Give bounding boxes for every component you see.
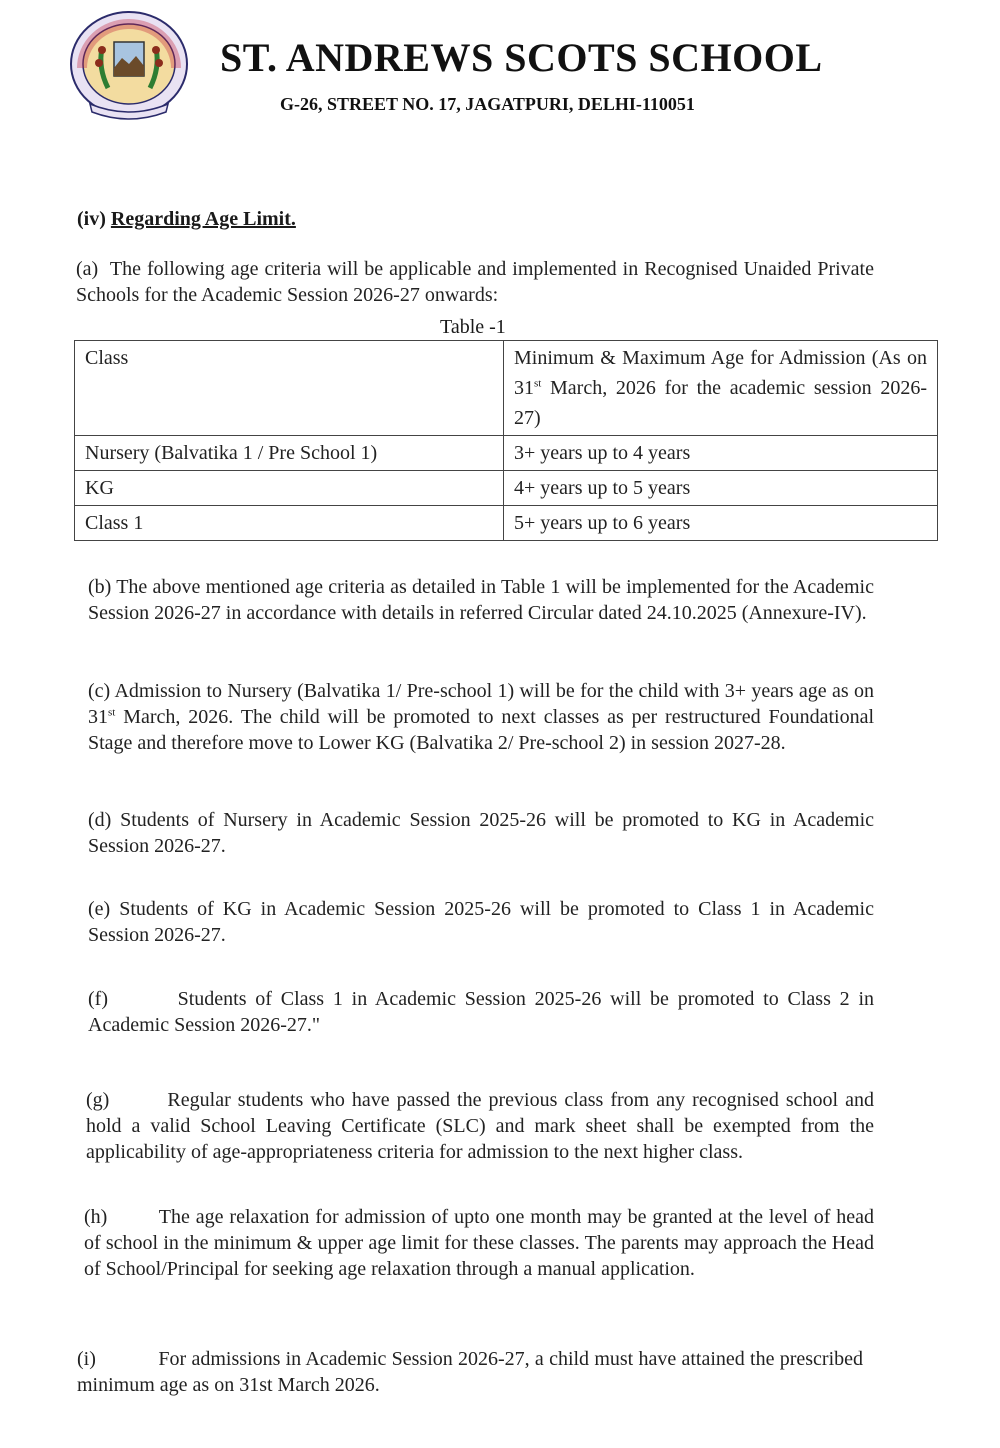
paragraph-text: Regular students who have passed the previous class from any recognised school and hold a valid School Leaving Certificate (SLC) and mark sheet shall be exempted from the applicability of age-appropriateness criteria for admission to the next higher class. bbox=[86, 1089, 874, 1163]
table-row bbox=[75, 436, 938, 471]
paragraph-label: (d) bbox=[88, 809, 112, 831]
cell-class: KG bbox=[75, 471, 504, 506]
paragraph-label: (b) bbox=[88, 576, 112, 598]
paragraph-b bbox=[88, 574, 874, 626]
school-crest-icon bbox=[68, 8, 190, 126]
paragraph-label: (h) bbox=[84, 1206, 108, 1228]
paragraph-text: Students of Class 1 in Academic Session 2025-26 will be promoted to Class 2 in Academic Session 2026-27." bbox=[88, 988, 874, 1036]
paragraph-h bbox=[84, 1204, 874, 1282]
cell-class: Class 1 bbox=[75, 506, 504, 541]
paragraph-a bbox=[76, 256, 874, 308]
table-row bbox=[75, 506, 938, 541]
section-number: (iv) bbox=[77, 208, 106, 230]
paragraph-text: The age relaxation for admission of upto one month may be granted at the level of head of school in the minimum & upper age limit for these classes. The parents may approach the Head of School/Principal for seeking age relaxation through a manual application. bbox=[84, 1206, 875, 1280]
header-class: Class bbox=[75, 341, 504, 436]
section-title: Regarding Age Limit. bbox=[110, 208, 296, 230]
table-header-row bbox=[75, 341, 938, 436]
table-row bbox=[75, 471, 938, 506]
header-age bbox=[504, 341, 938, 436]
cell-age: 3+ years up to 4 years bbox=[504, 436, 938, 471]
paragraph-label: (f) bbox=[88, 988, 108, 1010]
paragraph-d bbox=[88, 807, 874, 859]
table-caption: Table -1 bbox=[440, 316, 506, 338]
paragraph-label: (e) bbox=[88, 898, 111, 920]
school-name: ST. ANDREWS SCOTS SCHOOL bbox=[220, 35, 823, 80]
paragraph-label: (a) bbox=[76, 258, 99, 280]
paragraph-text: Students of KG in Academic Session 2025-26 will be promoted to Class 1 in Academic Session 2026-27. bbox=[88, 898, 874, 946]
paragraph-c bbox=[88, 678, 874, 756]
paragraph-f bbox=[88, 986, 874, 1038]
paragraph-text: Admission to Nursery (Balvatika 1/ Pre-school 1) will be for the child with 3+ years age as on 31 bbox=[88, 680, 874, 728]
paragraph-text: Students of Nursery in Academic Session 2025-26 will be promoted to KG in Academic Session 2026-27. bbox=[88, 809, 875, 857]
letterhead bbox=[0, 0, 1000, 140]
paragraph-text: The following age criteria will be applicable and implemented in Recognised Unaided Private Schools for the Academic Session 2026-27 onwards: bbox=[76, 258, 874, 306]
paragraph-text: The above mentioned age criteria as detailed in Table 1 will be implemented for the Academic Session 2026-27 in accordance with details in referred Circular dated 24.10.2025 (Annexure-IV). bbox=[88, 576, 874, 624]
superscript: st bbox=[108, 706, 116, 719]
superscript: st bbox=[534, 377, 542, 390]
paragraph-label: (c) bbox=[88, 680, 111, 702]
cell-age: 5+ years up to 6 years bbox=[504, 506, 938, 541]
age-criteria-table bbox=[74, 340, 938, 541]
header-age-text: Minimum & Maximum Age for Admission (As on 31 bbox=[514, 347, 927, 399]
paragraph-text: For admissions in Academic Session 2026-27, a child must have attained the prescribed minimum age as on 31st March 2026. bbox=[77, 1348, 864, 1396]
header-age-text-cont: March, 2026 for the academic session 2026-27) bbox=[514, 377, 927, 429]
school-address: G-26, STREET NO. 17, JAGATPURI, DELHI-110051 bbox=[280, 94, 695, 114]
cell-class: Nursery (Balvatika 1 / Pre School 1) bbox=[75, 436, 504, 471]
paragraph-text-cont: March, 2026. The child will be promoted to next classes as per restructured Foundational Stage and therefore move to Lower KG (Balvatika 2/ Pre-school 2) in session 2027-28. bbox=[88, 706, 874, 754]
paragraph-i bbox=[77, 1346, 863, 1398]
paragraph-e bbox=[88, 896, 874, 948]
cell-age: 4+ years up to 5 years bbox=[504, 471, 938, 506]
paragraph-label: (g) bbox=[86, 1089, 110, 1111]
paragraph-label: (i) bbox=[77, 1348, 96, 1370]
section-heading bbox=[77, 208, 296, 231]
paragraph-g bbox=[86, 1087, 874, 1165]
